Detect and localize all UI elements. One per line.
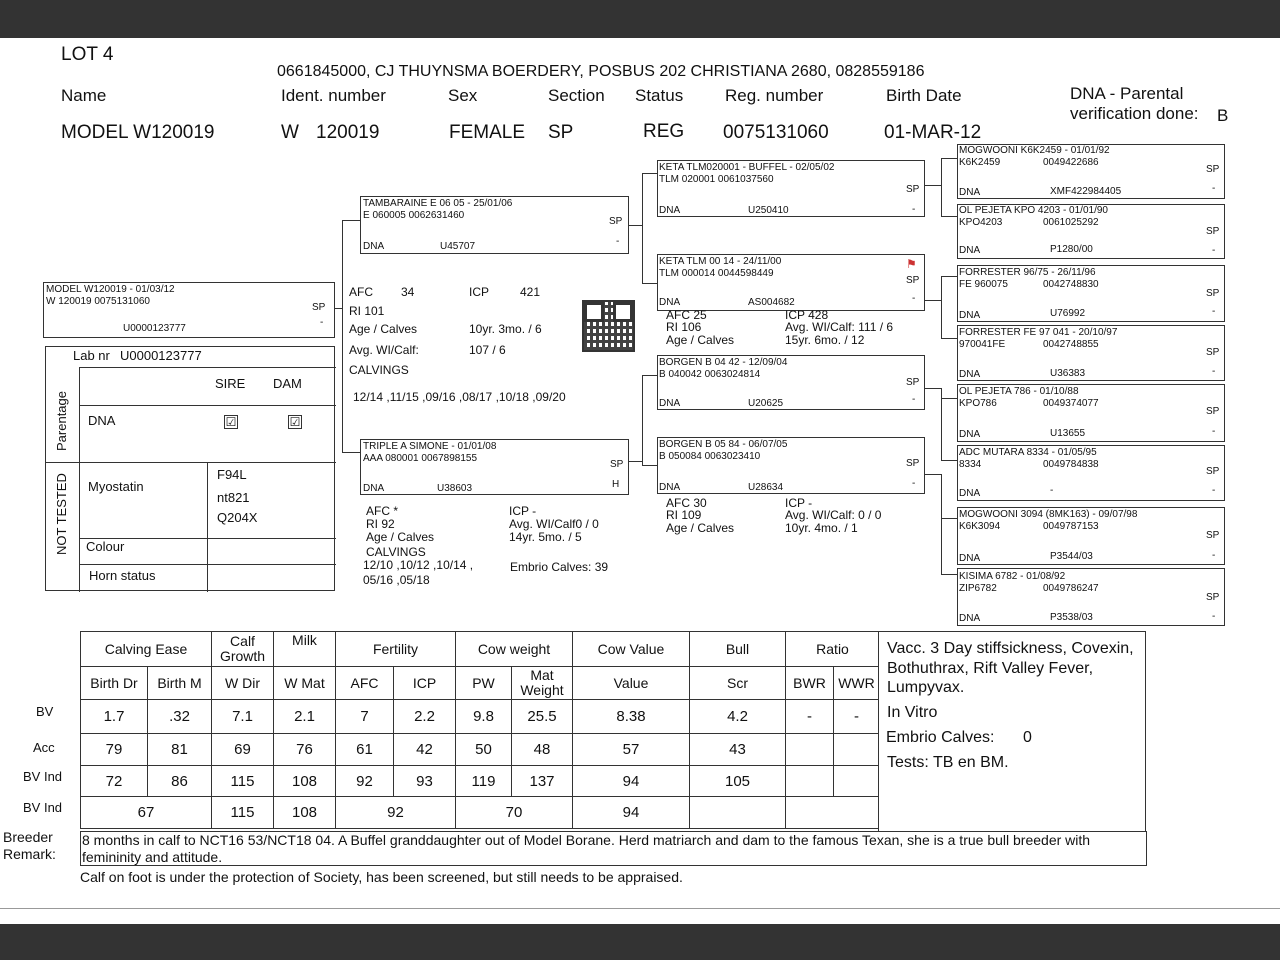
ggp-section: SP	[1206, 530, 1220, 541]
label-dna-verify: verification done:	[1070, 104, 1199, 123]
ggp-section: SP	[1206, 226, 1220, 237]
ggp-title: OL PEJETA KPO 4203 - 01/01/90	[959, 205, 1108, 216]
gp2-wi: Avg. WI/Calf: 111 / 6	[785, 320, 894, 334]
gp-dash: -	[912, 293, 916, 304]
value-sex: FEMALE	[449, 122, 526, 143]
ggp-id: K6K2459	[959, 157, 1001, 168]
ggp-dash: -	[1212, 183, 1216, 194]
bvind-cell: 105	[690, 766, 786, 797]
bvind-cell: 119	[456, 766, 512, 797]
sire-box	[360, 196, 629, 254]
in-vitro: In Vitro	[887, 704, 938, 721]
gp4-icp: ICP -	[785, 496, 813, 510]
ggp-dna: P3538/03	[1050, 612, 1093, 623]
stat-calvings-label: CALVINGS	[349, 363, 409, 377]
ggp-box-4	[957, 325, 1225, 381]
footer-note: Calf on foot is under the protection of Society, has been screened, but still needs to be appraised.	[80, 869, 683, 885]
tests-note: Tests: TB en BM.	[887, 754, 1009, 771]
ggp-id: FE 960075	[959, 279, 1008, 290]
gp-id: B 050084 0063023410	[659, 451, 761, 462]
gp-title: BORGEN B 04 42 - 12/09/04	[659, 357, 788, 368]
dam-icp: ICP -	[509, 504, 537, 518]
value-reg: 0075131060	[723, 122, 829, 143]
bvind2-cell: 67	[81, 797, 212, 829]
sub-bwr: BWR	[786, 667, 834, 700]
dam-embrio: Embrio Calves: 39	[510, 560, 609, 574]
acc-cell	[786, 734, 834, 766]
ggp-title: OL PEJETA 786 - 01/10/88	[959, 386, 1079, 397]
bvind2-cell: 108	[274, 797, 336, 829]
ggp-title: MOGWOONI K6K2459 - 01/01/92	[959, 145, 1110, 156]
gp2-icp: ICP 428	[785, 308, 829, 322]
ggp-section: SP	[1206, 164, 1220, 175]
bv-cell: 2.2	[394, 700, 456, 734]
qr-code-icon	[582, 300, 635, 352]
bv-cell: -	[834, 700, 880, 734]
ggp-dash: -	[1212, 245, 1216, 256]
acc-cell: 48	[512, 734, 573, 766]
stat-age-label: Age / Calves	[349, 322, 418, 336]
bv-cell: 8.38	[573, 700, 690, 734]
bv-cell: 7.1	[212, 700, 274, 734]
bv-cell: 7	[336, 700, 394, 734]
sub-birth-m: Birth M	[148, 667, 212, 700]
gp2-ri: RI 106	[666, 320, 702, 334]
horn-label: Horn status	[89, 568, 156, 583]
gp-id: B 040042 0063024814	[659, 369, 761, 380]
gp-box-1	[657, 160, 925, 217]
dna-row-label: DNA	[88, 413, 116, 428]
hdr-fertility: Fertility	[336, 632, 456, 667]
gp-title: BORGEN B 05 84 - 06/07/05	[659, 439, 788, 450]
animal-box	[43, 282, 335, 338]
sub-icp: ICP	[394, 667, 456, 700]
acc-cell: 50	[456, 734, 512, 766]
ggp-box-7	[957, 507, 1225, 565]
acc-cell: 76	[274, 734, 336, 766]
bvind-cell	[786, 766, 834, 797]
value-ident: 120019	[316, 122, 380, 143]
ggp-title: FORRESTER FE 97 041 - 20/10/97	[959, 327, 1118, 338]
bvind2-cell: 70	[456, 797, 573, 829]
lab-nr: U0000123777	[120, 348, 202, 363]
parentage-label: Parentage	[54, 391, 69, 451]
label-section: Section	[548, 86, 605, 105]
bvind-cell: 86	[148, 766, 212, 797]
gp-dna: U28634	[748, 482, 784, 493]
acc-cell: 42	[394, 734, 456, 766]
gp-box-2	[657, 254, 925, 311]
label-dna: DNA - Parental	[1070, 84, 1184, 103]
sire-col: SIRE	[215, 376, 246, 391]
hdr-calf-growth: Calf Growth	[212, 632, 274, 667]
ggp-dna-label: DNA	[959, 310, 981, 321]
ggp-section: SP	[1206, 406, 1220, 417]
gp-dash: -	[912, 478, 916, 489]
stat-ri: RI 101	[349, 304, 385, 318]
sub-value: Value	[573, 667, 690, 700]
bvind2-cell: 115	[212, 797, 274, 829]
acc-cell: 79	[81, 734, 148, 766]
stat-afc-label: AFC	[349, 285, 373, 299]
row-label-bvind: BV Ind	[23, 769, 63, 784]
bv-cell: 4.2	[690, 700, 786, 734]
acc-cell: 69	[212, 734, 274, 766]
bottom-bar	[0, 924, 1280, 960]
label-sex: Sex	[448, 86, 478, 105]
animal-title: MODEL W120019 - 01/03/12	[46, 284, 175, 295]
value-name: MODEL W120019	[61, 122, 215, 143]
bvind-cell: 72	[81, 766, 148, 797]
gp-section: SP	[906, 184, 920, 195]
ggp-dash: -	[1212, 366, 1216, 377]
gp-title: KETA TLM 00 14 - 24/11/00	[659, 256, 782, 267]
ggp-section: SP	[1206, 592, 1220, 603]
gp-box-3	[657, 355, 925, 410]
ggp-section: SP	[1206, 466, 1220, 477]
bvind2-cell	[786, 797, 880, 829]
sub-afc: AFC	[336, 667, 394, 700]
dam-calvings-2: 05/16 ,05/18	[363, 573, 430, 587]
sire-title: TAMBARAINE E 06 05 - 25/01/06	[363, 198, 513, 209]
ggp-dna-label: DNA	[959, 245, 981, 256]
sub-birth-dr: Birth Dr	[81, 667, 148, 700]
stat-wi-label: Avg. WI/Calf:	[349, 343, 419, 357]
gp-dna: U250410	[748, 205, 789, 216]
gp4-age: 10yr. 4mo. / 1	[785, 521, 858, 535]
ggp-dna: -	[1050, 485, 1054, 496]
gp-section: SP	[906, 458, 920, 469]
dam-calvings-label: CALVINGS	[366, 545, 426, 559]
sub-pw: PW	[456, 667, 512, 700]
ggp-box-5	[957, 384, 1225, 442]
dam-title: TRIPLE A SIMONE - 01/01/08	[363, 441, 497, 452]
label-birth: Birth Date	[886, 86, 962, 105]
dam-h: H	[612, 479, 620, 490]
ggp-dna-label: DNA	[959, 369, 981, 380]
ggp-num: 0061025292	[1043, 217, 1099, 228]
animal-id: W 120019 0075131060	[46, 296, 150, 307]
dam-afc: AFC *	[366, 504, 399, 518]
sire-dna-label: DNA	[363, 241, 385, 252]
gp-section: SP	[906, 275, 920, 286]
colour-label: Colour	[86, 539, 125, 554]
bvind-cell: 94	[573, 766, 690, 797]
stat-icp-label: ICP	[469, 285, 490, 299]
ggp-num: 0049787153	[1043, 521, 1099, 532]
ggp-id: KPO4203	[959, 217, 1003, 228]
acc-cell: 57	[573, 734, 690, 766]
ggp-dna: U36383	[1050, 368, 1086, 379]
ggp-num: 0049784838	[1043, 459, 1099, 470]
ggp-dna-label: DNA	[959, 613, 981, 624]
lot-number: LOT 4	[61, 44, 114, 65]
ggp-num: 0042748830	[1043, 279, 1099, 290]
animal-dash: -	[320, 317, 324, 328]
row-label-bv: BV	[36, 704, 54, 719]
dam-id: AAA 080001 0067898155	[363, 453, 477, 464]
bvind2-cell	[690, 797, 786, 829]
bvind2-cell: 92	[336, 797, 456, 829]
dam-age-label: Age / Calves	[366, 530, 435, 544]
sire-dna: U45707	[440, 241, 476, 252]
gp-dna-label: DNA	[659, 398, 681, 409]
value-dna: B	[1217, 106, 1229, 125]
hdr-cow-value: Cow Value	[573, 632, 690, 667]
ggp-box-8	[957, 568, 1225, 626]
stat-icp: 421	[520, 285, 541, 299]
ggp-dna-label: DNA	[959, 187, 981, 198]
sub-mat-weight: Mat Weight	[512, 667, 573, 700]
bvind2-cell: 94	[573, 797, 690, 829]
stat-calvings: 12/14 ,11/15 ,09/16 ,08/17 ,10/18 ,09/20	[353, 390, 566, 404]
gp-id: TLM 020001 0061037560	[659, 174, 774, 185]
ggp-dash: -	[1212, 550, 1216, 561]
myo-value-1: F94L	[217, 467, 247, 482]
ggp-box-6	[957, 445, 1225, 501]
breeder-info: 0661845000, CJ THUYNSMA BOERDERY, POSBUS 202 CHRISTIANA 2680, 0828559186	[277, 63, 925, 80]
ggp-id: 970041FE	[959, 339, 1006, 350]
row-label-bvind2: BV Ind	[23, 800, 63, 815]
hdr-bull: Bull	[690, 632, 786, 667]
myo-value-3: Q204X	[217, 510, 258, 525]
not-tested-label: NOT TESTED	[54, 473, 69, 555]
row-label-acc: Acc	[33, 740, 55, 755]
top-bar	[0, 0, 1280, 38]
sire-dash: -	[616, 236, 620, 247]
hdr-milk: Milk	[274, 632, 336, 667]
ggp-dash: -	[1212, 485, 1216, 496]
gp-dna: U20625	[748, 398, 784, 409]
dam-calvings-1: 12/10 ,10/12 ,10/14 ,	[363, 558, 474, 572]
gp-dna-label: DNA	[659, 482, 681, 493]
ggp-dna: XMF422984405	[1050, 186, 1122, 197]
stat-afc: 34	[401, 285, 415, 299]
sire-section: SP	[609, 216, 623, 227]
label-status: Status	[635, 86, 684, 105]
bvind-cell	[834, 766, 880, 797]
gp-dna: AS004682	[748, 297, 795, 308]
bvind-cell: 108	[274, 766, 336, 797]
dam-col: DAM	[273, 376, 302, 391]
ggp-box-2	[957, 204, 1225, 259]
ggp-box-1	[957, 144, 1225, 199]
gp-dna-label: DNA	[659, 205, 681, 216]
dam-age: 14yr. 5mo. / 5	[509, 530, 582, 544]
gp-title: KETA TLM020001 - BUFFEL - 02/05/02	[659, 162, 835, 173]
vacc-note: Vacc. 3 Day stiffsickness, Covexin, Bothuthrax, Rift Valley Fever, Lumpyvax.	[887, 640, 1134, 697]
remark-label-2: Remark:	[3, 846, 56, 862]
acc-cell: 43	[690, 734, 786, 766]
gp2-afc: AFC 25	[666, 308, 707, 322]
dam-ri: RI 92	[366, 517, 395, 531]
dam-box	[360, 439, 629, 495]
ggp-section: SP	[1206, 347, 1220, 358]
ggp-dna: U76992	[1050, 308, 1086, 319]
ggp-dna: U13655	[1050, 428, 1086, 439]
ggp-num: 0049422686	[1043, 157, 1099, 168]
gp2-age-label: Age / Calves	[666, 333, 735, 347]
ggp-title: FORRESTER 96/75 - 26/11/96	[959, 267, 1096, 278]
animal-dna: U0000123777	[123, 323, 186, 334]
acc-cell: 81	[148, 734, 212, 766]
hdr-cow-weight: Cow weight	[456, 632, 573, 667]
sub-wwr: WWR	[834, 667, 880, 700]
sub-w-dir: W Dir	[212, 667, 274, 700]
ggp-title: ADC MUTARA 8334 - 01/05/95	[959, 447, 1097, 458]
value-birth: 01-MAR-12	[884, 122, 982, 143]
gp2-age: 15yr. 6mo. / 12	[785, 333, 865, 347]
stat-wi: 107 / 6	[469, 343, 506, 357]
acc-cell: 61	[336, 734, 394, 766]
ggp-dna-label: DNA	[959, 488, 981, 499]
remark-box	[80, 831, 1147, 866]
bvind-cell: 93	[394, 766, 456, 797]
myo-value-2: nt821	[217, 490, 250, 505]
gp-section: SP	[906, 377, 920, 388]
gp-dna-label: DNA	[659, 297, 681, 308]
ggp-id: ZIP6782	[959, 583, 997, 594]
animal-section: SP	[312, 302, 326, 313]
ggp-id: K6K3094	[959, 521, 1001, 532]
dam-dna-check: ☑	[289, 415, 301, 429]
dam-dna-label: DNA	[363, 483, 385, 494]
dam-wi: Avg. WI/Calf0 / 0	[509, 517, 599, 531]
ebv-table	[80, 631, 880, 829]
ggp-section: SP	[1206, 288, 1220, 299]
sub-scr: Scr	[690, 667, 786, 700]
label-reg: Reg. number	[725, 86, 824, 105]
ggp-num: 0042748855	[1043, 339, 1099, 350]
gp-dash: -	[912, 394, 916, 405]
bvind-cell: 137	[512, 766, 573, 797]
embrio-count: 0	[1023, 729, 1032, 746]
sire-dna-check: ☑	[225, 415, 237, 429]
ggp-dna-label: DNA	[959, 553, 981, 564]
hdr-ratio: Ratio	[786, 632, 880, 667]
gp4-age-label: Age / Calves	[666, 521, 735, 535]
sire-id: E 060005 0062631460	[363, 210, 465, 221]
ggp-num: 0049374077	[1043, 398, 1099, 409]
ggp-dash: -	[1212, 426, 1216, 437]
value-ident-prefix: W	[281, 122, 299, 143]
gp4-ri: RI 109	[666, 508, 702, 522]
bvind-cell: 92	[336, 766, 394, 797]
ggp-dna: P3544/03	[1050, 551, 1093, 562]
remark-text: 8 months in calf to NCT16 53/NCT18 04. A Buffel granddaughter out of Model Borane. Herd matriarch and dam to the famous Texan, she is a true bull breeder with femininity and attitude.	[82, 832, 1091, 865]
ggp-id: 8334	[959, 459, 982, 470]
ggp-dash: -	[1212, 611, 1216, 622]
ggp-title: MOGWOONI 3094 (8MK163) - 09/07/98	[959, 509, 1138, 520]
ggp-num: 0049786247	[1043, 583, 1099, 594]
embrio-label: Embrio Calves:	[886, 729, 995, 746]
ggp-dash: -	[1212, 306, 1216, 317]
gp4-afc: AFC 30	[666, 496, 707, 510]
value-section: SP	[548, 122, 574, 143]
ggp-id: KPO786	[959, 398, 997, 409]
ggp-dna: P1280/00	[1050, 244, 1093, 255]
hdr-calving-ease: Calving Ease	[81, 632, 212, 667]
gp-id: TLM 000014 0044598449	[659, 268, 774, 279]
bv-cell: 25.5	[512, 700, 573, 734]
flag-icon: ⚑	[906, 257, 917, 271]
remark-label-1: Breeder	[3, 829, 53, 845]
bv-cell: -	[786, 700, 834, 734]
value-status: REG	[643, 121, 685, 142]
ggp-box-3	[957, 265, 1225, 322]
notes-box	[878, 631, 1146, 832]
bvind-cell: 115	[212, 766, 274, 797]
bv-cell: 9.8	[456, 700, 512, 734]
stat-age: 10yr. 3mo. / 6	[469, 322, 542, 336]
ggp-dna-label: DNA	[959, 429, 981, 440]
sub-w-mat: W Mat	[274, 667, 336, 700]
gp-box-4	[657, 437, 925, 494]
dam-section: SP	[610, 459, 624, 470]
bv-cell: 1.7	[81, 700, 148, 734]
bv-cell: 2.1	[274, 700, 336, 734]
acc-cell	[834, 734, 880, 766]
divider	[0, 908, 1280, 909]
parentage-table	[45, 346, 335, 591]
label-ident: Ident. number	[281, 86, 386, 105]
dam-dna: U38603	[437, 483, 473, 494]
label-name: Name	[61, 86, 107, 105]
gp-dash: -	[912, 204, 916, 215]
bv-cell: .32	[148, 700, 212, 734]
ggp-title: KISIMA 6782 - 01/08/92	[959, 571, 1066, 582]
gp4-wi: Avg. WI/Calf: 0 / 0	[785, 508, 882, 522]
myostatin-label: Myostatin	[88, 479, 144, 494]
lab-label: Lab nr	[73, 348, 110, 363]
